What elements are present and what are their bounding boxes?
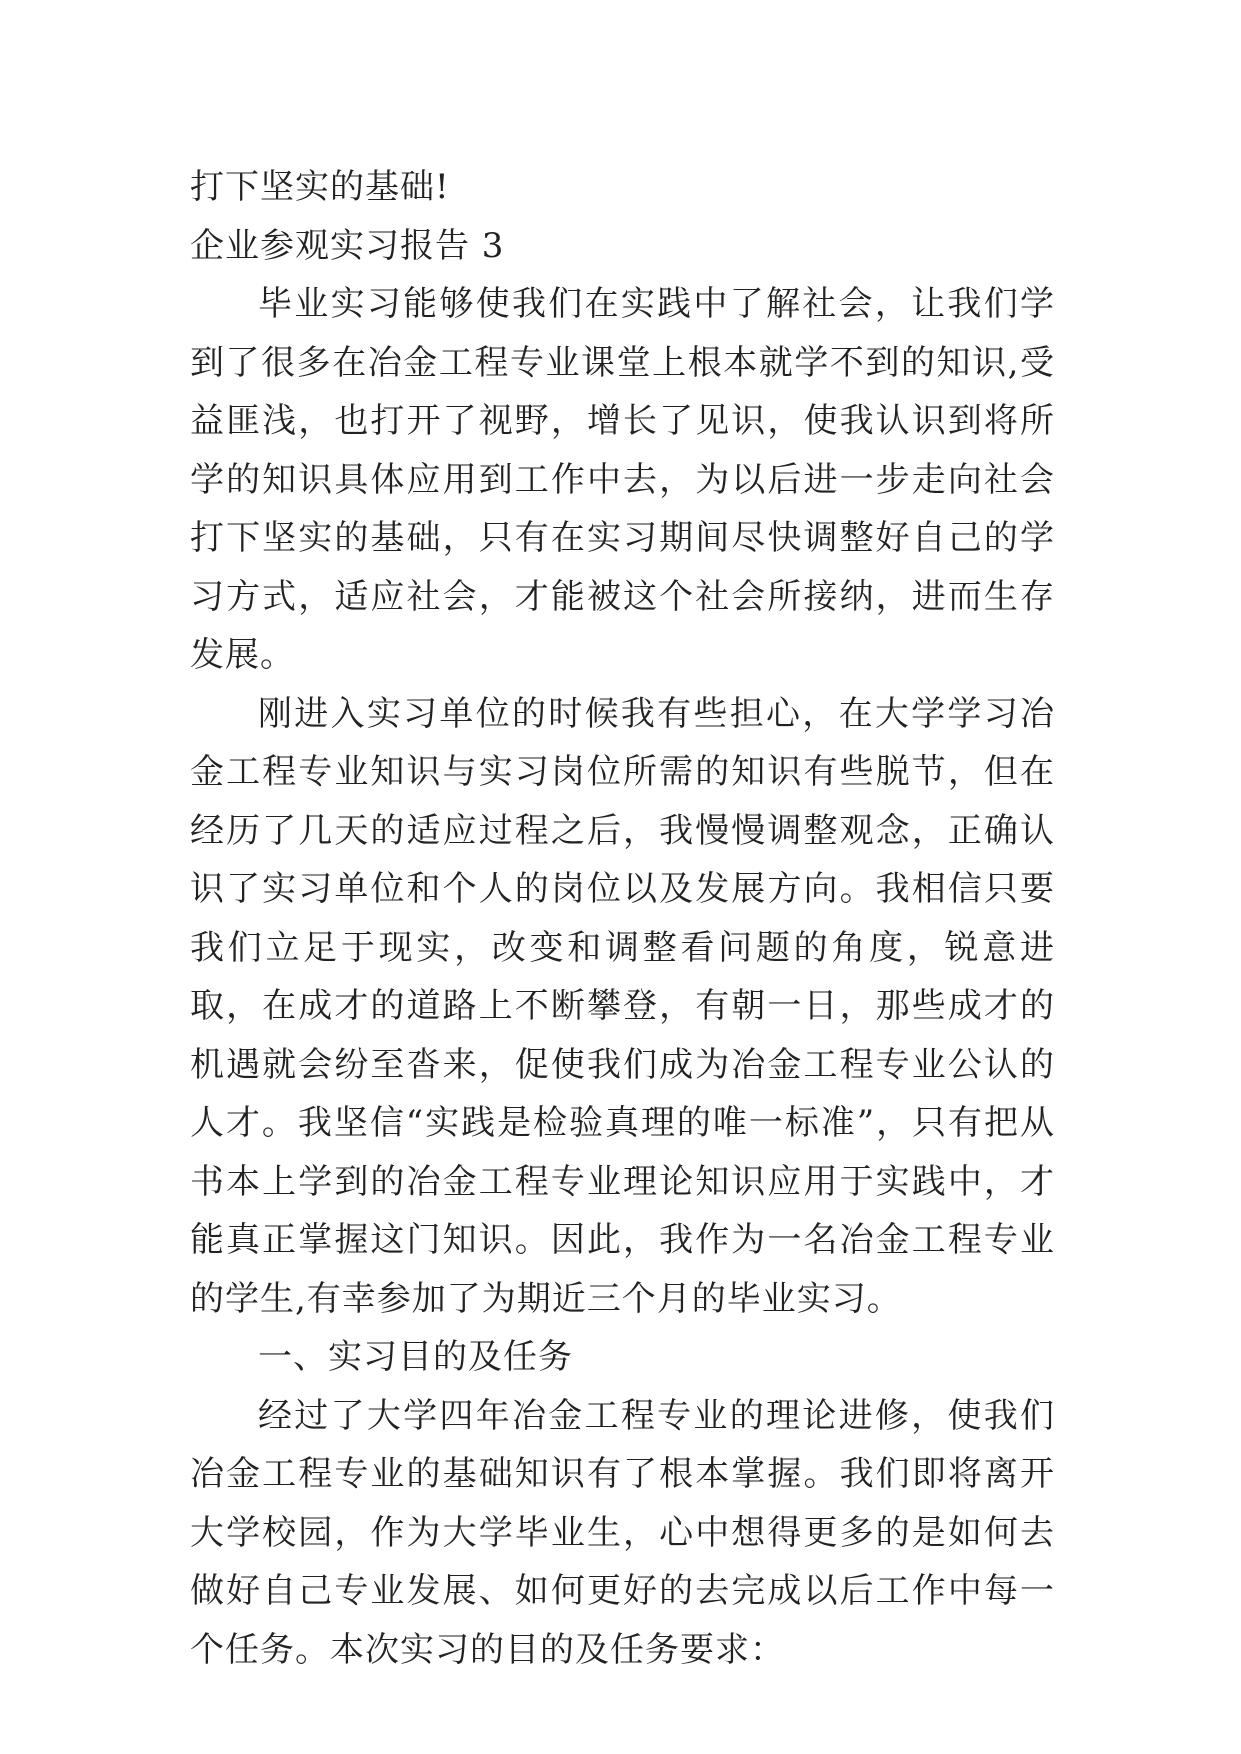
document-body [190,158,1055,1679]
section-title: 企业参观实习报告 3 [190,225,505,266]
subheading: 一、实习目的及任务 [258,1337,573,1377]
paragraph-3: 经过了大学四年冶金工程专业的理论进修，使我们冶金工程专业的基础知识有了根本掌握。我们即将离开大学校园，作为大学毕业生，心中想得更多的是如何去做好自己专业发展、如何更好的去完成以后工作中每一个任务。本次实习的目的及任务要求： [190,1395,1055,1670]
paragraph-1: 毕业实习能够使我们在实践中了解社会，让我们学到了很多在冶金工程专业课堂上根本就学不到的知识,受益匪浅，也打开了视野，增长了见识，使我认识到将所学的知识具体应用到工作中去，为以后进一步走向社会打下坚实的基础，只有在实习期间尽快调整好自己的学习方式，适应社会，才能被这个社会所接纳，进而生存发展。 [190,284,1055,675]
continuation-line: 打下坚实的基础! [190,167,450,207]
paragraph-2: 刚进入实习单位的时候我有些担心，在大学学习冶金工程专业知识与实习岗位所需的知识有些脱节，但在经历了几天的适应过程之后，我慢慢调整观念，正确认识了实习单位和个人的岗位以及发展方向。我相信只要我们立足于现实，改变和调整看问题的角度，锐意进取，在成才的道路上不断攀登，有朝一日，那些成才的机遇就会纷至沓来，促使我们成为冶金工程专业公认的人才。我坚信“实践是检验真理的唯一标准”，只有把从书本上学到的冶金工程专业理论知识应用于实践中，才能真正掌握这门知识。因此，我作为一名冶金工程专业的学生,有幸参加了为期近三个月的毕业实习。 [190,693,1055,1319]
